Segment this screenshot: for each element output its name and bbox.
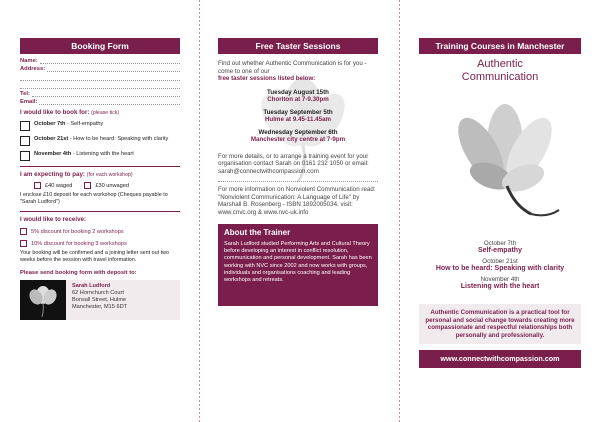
name-field[interactable]: Name: <box>20 56 180 64</box>
checkbox[interactable] <box>20 151 30 161</box>
book-for-heading: I would like to book for: (please tick) <box>20 109 120 117</box>
checkbox[interactable] <box>20 121 30 131</box>
fold-line <box>199 0 200 422</box>
intro-text: Find out whether Authentic Communication is for you - come to one of our free taster sessions listed below: <box>218 60 367 82</box>
receive-heading: I would like to receive: <box>20 216 87 224</box>
session-2: Tuesday September 5th Hulme at 9.45-11.45am <box>263 108 333 123</box>
taster-header: Free Taster Sessions <box>218 38 378 54</box>
tagline-box: Authentic Communication is a practical tool for personal and social change towards creating more compassionate and respectful relationships both personally and professionally. <box>419 304 581 344</box>
about-trainer-box <box>218 224 378 306</box>
email-field[interactable]: Email: <box>20 97 180 105</box>
booking-form-header: Booking Form <box>20 38 180 54</box>
address-field[interactable]: Address: <box>20 64 180 72</box>
website-link[interactable]: www.connectwithcompassion.com <box>419 350 581 368</box>
waged-option[interactable]: £40 waged <box>34 182 72 189</box>
option-oct21[interactable]: October 21st - How to be heard: Speaking with clarity <box>20 136 180 146</box>
course-1: October 7th Self-empathy <box>478 240 522 254</box>
magnolia-image <box>419 86 581 236</box>
checkbox[interactable] <box>84 182 91 189</box>
fold-line <box>399 0 400 422</box>
course-3: November 4th Listening with the heart <box>460 276 540 290</box>
checkbox[interactable] <box>20 228 27 235</box>
discount-three[interactable]: 10% discount for booking 3 workshops <box>20 240 180 247</box>
address-line[interactable] <box>20 81 180 89</box>
expecting-heading: I am expecting to pay: (for each workshop) <box>20 171 133 179</box>
booking-form-panel <box>20 0 180 422</box>
deposit-text: I enclose £10 deposit for each workshop (Cheques payable to "Sarah Ludford") <box>20 192 168 206</box>
cover-panel <box>419 0 581 422</box>
book-reference: For more information on Nonviolent Communication read: "Nonviolent Communication: A Language of Life" by Marshall B. Rosenberg - ISBN 1892005034. visit: www.cnvc.org & www.nvc-uk.info <box>218 186 376 216</box>
flower-photo <box>20 280 66 320</box>
trainer-heading: About the Trainer <box>224 228 291 237</box>
trainer-text: Sarah Ludford studied Performing Arts and Cultural Theory before developing an interest in conflict resolution, communication and personal development. Sarah has been working with NVC since 2002 and now works with groups, individuals and organisations coaching and leading workshops and retreats. <box>224 241 372 284</box>
unwaged-option[interactable]: £30 unwaged <box>84 182 129 189</box>
session-3: Wednesday September 6th Manchester city centre at 7-9pm <box>250 128 346 143</box>
send-heading: Please send booking form with deposit to: <box>20 270 137 277</box>
tel-field[interactable]: Tel: <box>20 89 180 97</box>
course-2: October 21st How to be heard: Speaking with clarity <box>435 258 565 272</box>
session-1: Tuesday August 15th Chorlton at 7-9.30pm <box>267 88 329 103</box>
checkbox[interactable] <box>20 240 27 247</box>
option-nov4[interactable]: November 4th - Listening with the heart <box>20 151 180 161</box>
confirmation-text: Your booking will be confirmed and a joining letter sent out two weeks before the session with travel information. <box>20 250 170 264</box>
checkbox[interactable] <box>34 182 41 189</box>
discount-two[interactable]: 5% discount for booking 2 workshops <box>20 228 180 235</box>
address-line[interactable] <box>20 72 180 80</box>
taster-panel <box>218 0 378 422</box>
contact-text: For more details, or to arrange a training event for your organisation contact Sarah on 0161 232 1050 or email: sarah@connectwithcompassion.com <box>218 152 369 175</box>
cover-title: Authentic Communication <box>461 58 539 83</box>
option-oct7[interactable]: October 7th - Self-empathy <box>20 121 180 131</box>
checkbox[interactable] <box>20 136 30 146</box>
cover-header: Training Courses in Manchester <box>419 38 581 54</box>
address-box: Sarah Ludford 62 Hornchurch Court Bonsall Street, Hulme Manchester, M15 6DT <box>20 280 180 320</box>
address-name: Sarah Ludford <box>72 283 111 290</box>
